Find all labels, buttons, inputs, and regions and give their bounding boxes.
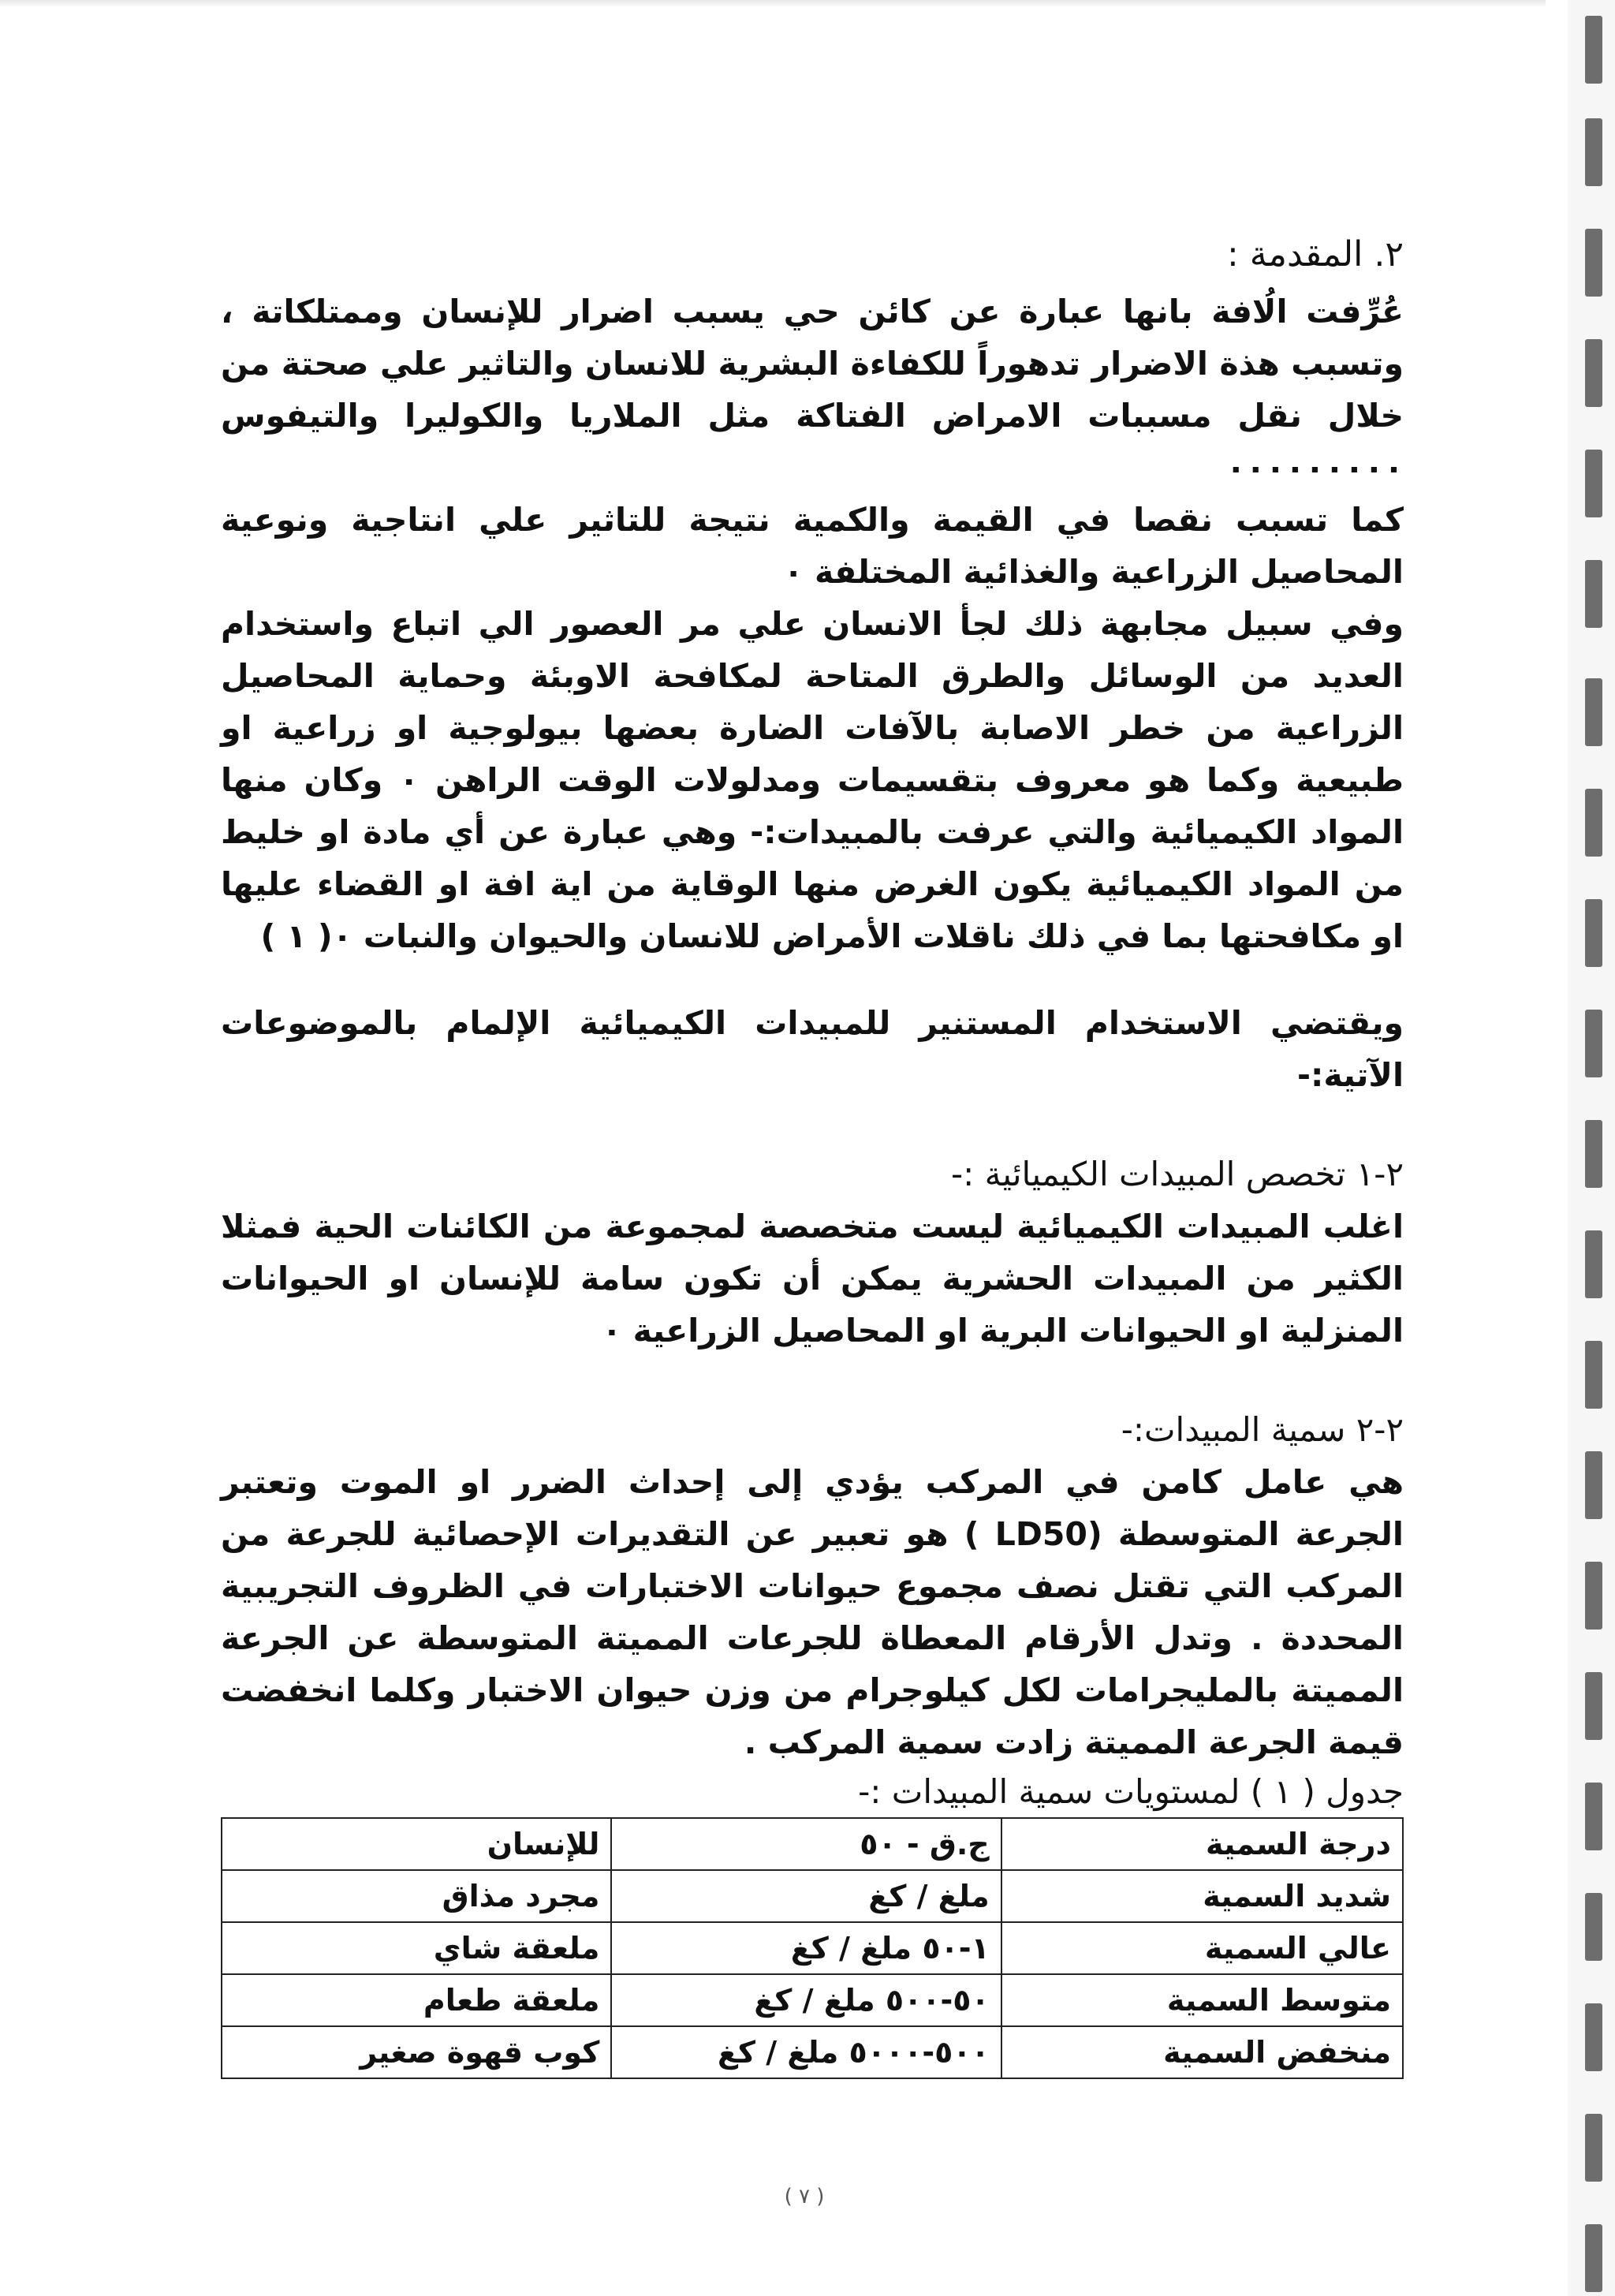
section-2-heading: ٢-٢ سمية المبيدات:-: [1121, 1410, 1404, 1449]
binding-hole: [1585, 1893, 1602, 1961]
binding-hole: [1585, 560, 1602, 628]
table-cell: ٥٠-٥٠٠ ملغ / كغ: [611, 1974, 1001, 2026]
page-number: ( ٧ ): [784, 2185, 825, 2208]
binding-hole: [1585, 118, 1602, 186]
binding-hole: [1585, 1120, 1602, 1188]
table-row: [222, 1922, 1403, 1974]
intro-paragraph-3: وفي سبيل مجابهة ذلك لجأ الانسان علي مر العصور الي اتباع واستخدام العديد من الوسائل والطرق المتاحة لمكافحة الاوبئة وحماية المحاصيل الزراعية من خطر الاصابة بالآفات الضارة بعضها بيولوجية او زراعية او طبيعية وكما هو معروف بتقسيمات ومدلولات الوقت الراهن ٠ وكان منها المواد الكيميائية والتي عرفت بالمبيدات:- وهي عبارة عن أي مادة او خليط من المواد الكيميائية يكون الغرض منها الوقاية من اية افة او القضاء عليها او مكافحتها بما في ذلك ناقلات الأمراض للانسان والحيوان والنبات ٠( ١ ): [221, 605, 1404, 955]
table-row: [222, 1818, 1403, 1870]
table-cell: درجة السمية: [1001, 1818, 1403, 1870]
binding-hole: [1585, 229, 1602, 297]
spacer: [221, 962, 1404, 997]
spacer: [221, 1101, 1404, 1148]
toxicity-table: [221, 1817, 1404, 2079]
section-1-text: اغلب المبيدات الكيميائية ليست متخصصة لمجموعة من الكائنات الحية فمثلا الكثير من المبيدات الحشرية يمكن أن تكون سامة للإنسان او الحيوانات المنزلية او الحيوانات البرية او المحاصيل الزراعية ٠: [221, 1208, 1404, 1350]
binding-hole: [1585, 2003, 1602, 2071]
binding-hole: [1585, 678, 1602, 746]
table-caption: جدول ( ١ ) لمستويات سمية المبيدات :-: [858, 1772, 1404, 1811]
table-cell: منخفض السمية: [1001, 2026, 1403, 2078]
document-body: [221, 229, 1404, 2079]
table-cell: عالي السمية: [1001, 1922, 1403, 1974]
binding-hole: [1585, 1010, 1602, 1077]
binding-hole: [1585, 899, 1602, 967]
table-cell: ٥٠٠-٥٠٠٠ ملغ / كغ: [611, 2026, 1001, 2078]
intro-paragraph-2: كما تسبب نقصا في القيمة والكمية نتيجة للتاثير علي انتاجية ونوعية المحاصيل الزراعية والغذائية المختلفة ٠: [221, 501, 1404, 591]
section-2-text: هي عامل كامن في المركب يؤدي إلى إحداث الضرر او الموت وتعتبر الجرعة المتوسطة (LD50 ) هو تعبير عن التقديرات الإحصائية للجرعة من المركب التي تقتل نصف مجموع حيوانات الاختبارات في الظروف التجريبية المحددة . وتدل الأرقام المعطاة للجرعات المميتة المتوسطة عن الجرعة المميتة بالمليجرامات لكل كيلوجرام من وزن حيوان الاختبار وكلما انخفضت قيمة الجرعة المميتة زادت سمية المركب .: [221, 1463, 1404, 1761]
table-row: [222, 1870, 1403, 1922]
table-cell: متوسط السمية: [1001, 1974, 1403, 2026]
intro-paragraph-1: عُرِّفت الُافة بانها عبارة عن كائن حي يسبب اضرار للإنسان وممتلكاتة ، وتسبب هذة الاضرار تدهوراً للكفاءة البشرية للانسان والتاثير علي صحتة من خلال نقل مسببات الامراض الفتاكة مثل الملاريا والكوليرا والتيفوس ٠٠٠٠٠٠٠٠٠: [221, 293, 1404, 487]
binding-hole: [1585, 1230, 1602, 1298]
table-cell: ملعقة شاي: [222, 1922, 611, 1974]
binding-hole: [1585, 339, 1602, 407]
binding-hole: [1585, 2114, 1602, 2182]
requirements-line: ويقتضي الاستخدام المستنير للمبيدات الكيميائية الإلمام بالموضوعات الآتية:-: [221, 1004, 1404, 1094]
spiral-binding: [1568, 0, 1615, 2296]
binding-hole: [1585, 2224, 1602, 2292]
table-cell: كوب قهوة صغير: [222, 2026, 611, 2078]
binding-hole: [1585, 1783, 1602, 1850]
spacer: [221, 1357, 1404, 1404]
page-title: ٢. المقدمة :: [1226, 234, 1404, 274]
binding-hole: [1585, 16, 1602, 84]
table-row: [222, 1974, 1403, 2026]
binding-hole: [1585, 1672, 1602, 1740]
table-cell: شديد السمية: [1001, 1870, 1403, 1922]
table-cell: للإنسان: [222, 1818, 611, 1870]
table-cell: ملغ / كغ: [611, 1870, 1001, 1922]
table-cell: ١-٥٠ ملغ / كغ: [611, 1922, 1001, 1974]
table-cell: مجرد مذاق: [222, 1870, 611, 1922]
table-cell: ج.ق - ٥٠: [611, 1818, 1001, 1870]
binding-hole: [1585, 789, 1602, 857]
table-row: [222, 2026, 1403, 2078]
binding-hole: [1585, 1562, 1602, 1630]
table-cell: ملعقة طعام: [222, 1974, 611, 2026]
binding-hole: [1585, 1341, 1602, 1409]
section-1-heading: ٢-١ تخصص المبيدات الكيميائية :-: [951, 1155, 1404, 1193]
binding-hole: [1585, 450, 1602, 517]
scan-top-edge: [0, 0, 1546, 6]
binding-hole: [1585, 1451, 1602, 1519]
